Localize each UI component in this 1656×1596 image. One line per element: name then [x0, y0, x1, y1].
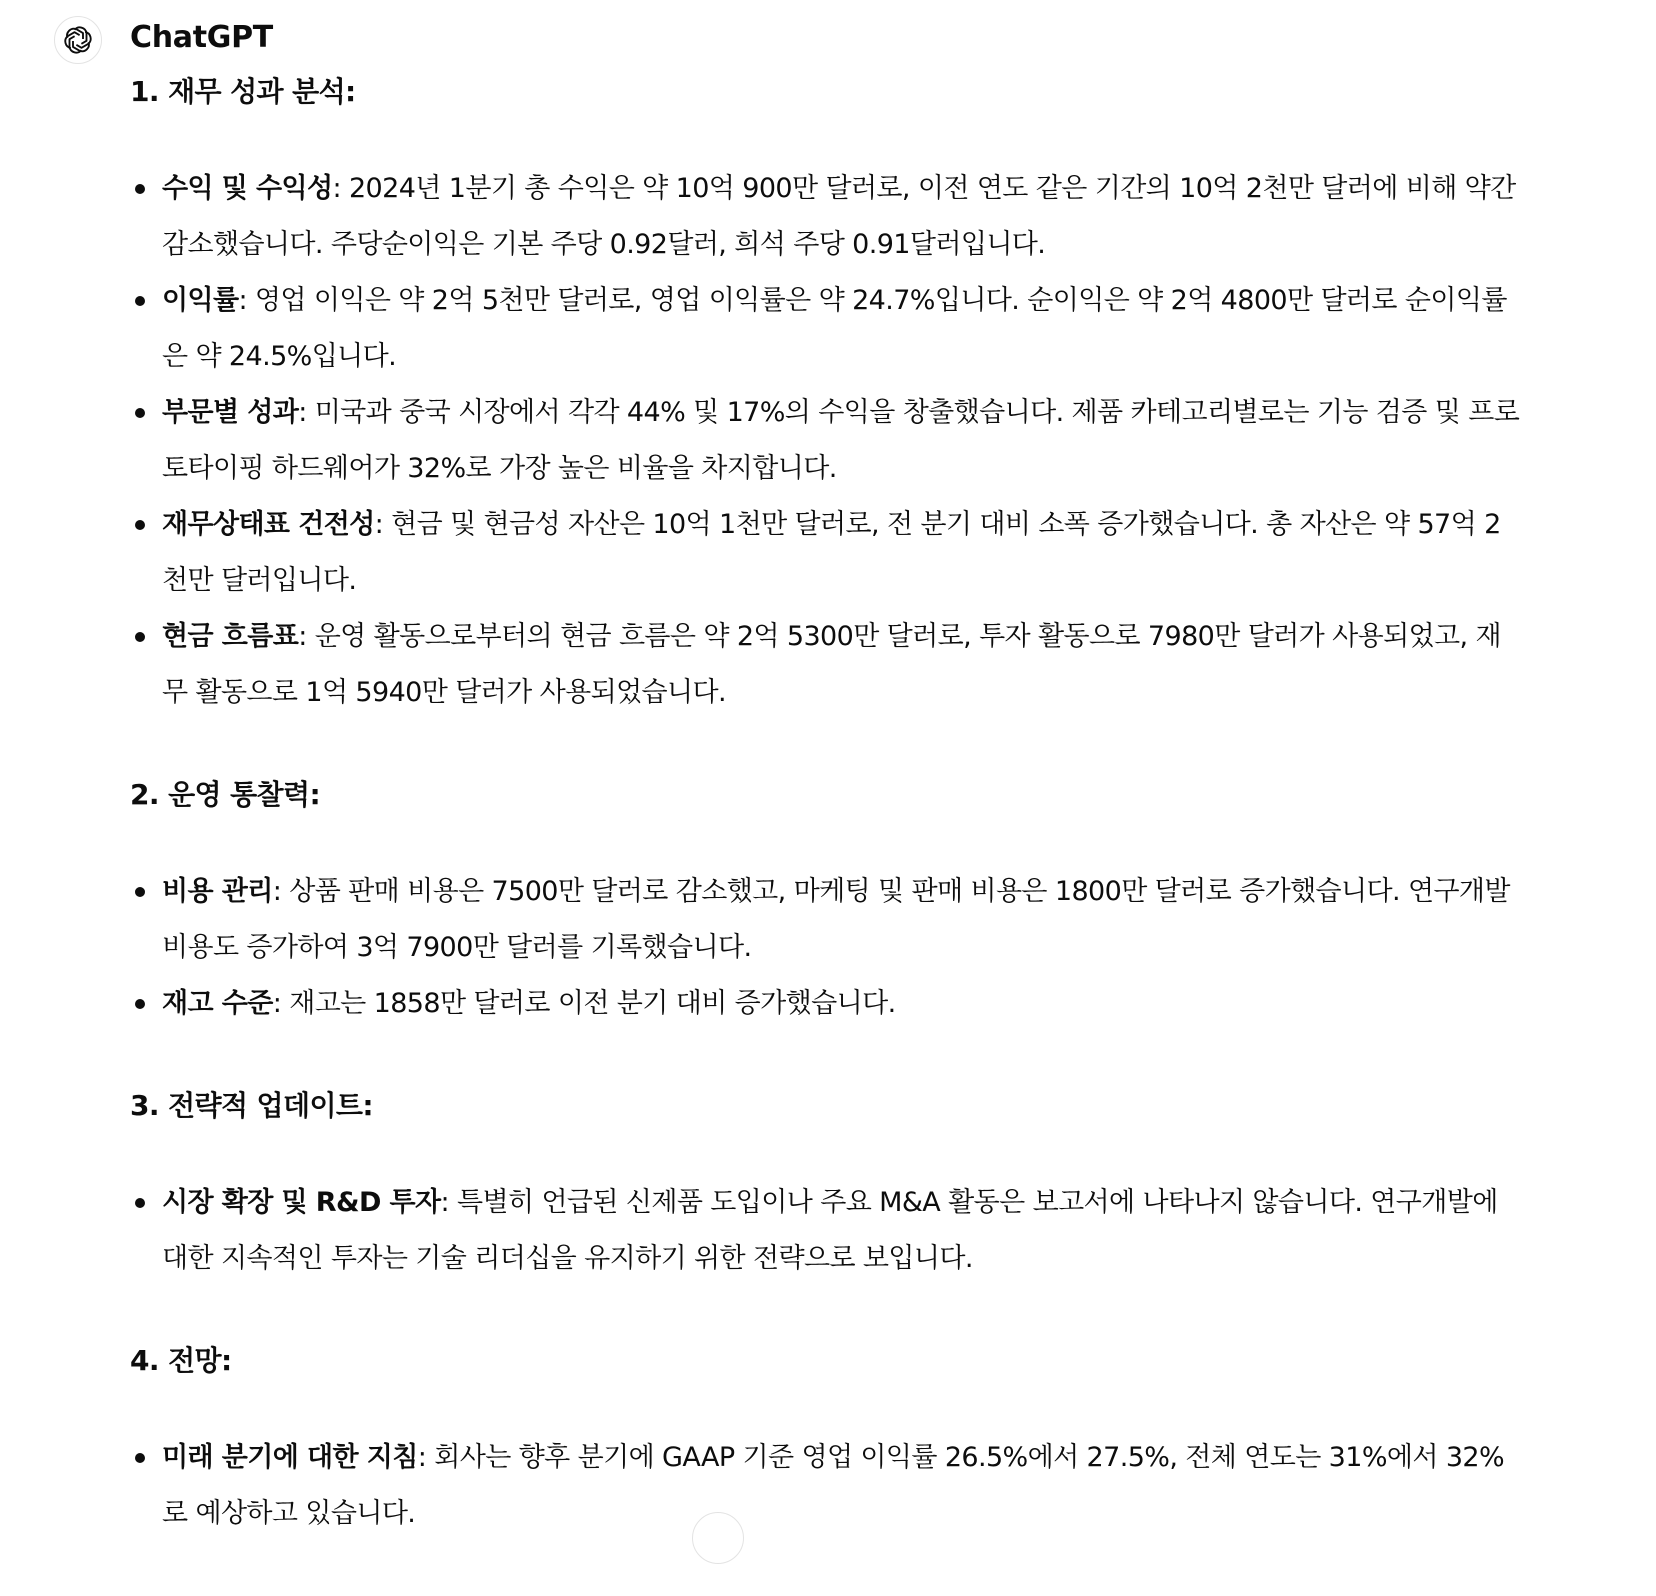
- section-strategic-updates: [130, 1086, 1520, 1287]
- bullet-list: [130, 1430, 1520, 1542]
- bullet-icon: [135, 184, 145, 194]
- bullet-icon: [135, 1453, 145, 1463]
- item-term: 비용 관리: [162, 876, 273, 907]
- list-item: [130, 497, 1520, 609]
- section-financial-performance: [130, 72, 1520, 721]
- item-term: 미래 분기에 대한 지침: [162, 1442, 418, 1473]
- item-text: : 미국과 중국 시장에서 각각 44% 및 17%의 수익을 창출했습니다. 제품 카테고리별로는 기능 검증 및 프로토타이핑 하드웨어가 32%로 가장 높은 비율을 차지합니다.: [162, 397, 1520, 484]
- section-title: 4. 전망:: [130, 1344, 232, 1377]
- item-term: 현금 흐름표: [162, 621, 299, 652]
- bullet-icon: [135, 408, 145, 418]
- bullet-icon: [135, 1198, 145, 1208]
- item-text: : 특별히 언급된 신제품 도입이나 주요 M&A 활동은 보고서에 나타나지 않습니다. 연구개발에 대한 지속적인 투자는 기술 리더십을 유지하기 위한 전략으로 보입니다.: [162, 1187, 1498, 1274]
- item-term: 시장 확장 및 R&D 투자: [162, 1187, 441, 1218]
- section-title: 2. 운영 통찰력:: [130, 778, 321, 811]
- section-outlook: [130, 1341, 1520, 1542]
- list-item: [130, 161, 1520, 273]
- list-item: [130, 976, 1520, 1032]
- item-text: : 현금 및 현금성 자산은 10억 1천만 달러로, 전 분기 대비 소폭 증가했습니다. 총 자산은 약 57억 2천만 달러입니다.: [162, 509, 1501, 596]
- message-content: [130, 70, 1520, 1596]
- item-term: 수익 및 수익성: [162, 173, 333, 204]
- bullet-list: [130, 864, 1520, 1032]
- list-item: [130, 609, 1520, 721]
- sender-name: ChatGPT: [130, 20, 273, 55]
- item-text: : 운영 활동으로부터의 현금 흐름은 약 2억 5300만 달러로, 투자 활동으로 7980만 달러가 사용되었고, 재무 활동으로 1억 5940만 달러가 사용되었습니다.: [162, 621, 1501, 708]
- list-item: [130, 1175, 1520, 1287]
- item-term: 재고 수준: [162, 988, 273, 1019]
- list-item: [130, 273, 1520, 385]
- item-text: : 재고는 1858만 달러로 이전 분기 대비 증가했습니다.: [272, 988, 896, 1019]
- item-term: 부문별 성과: [162, 397, 299, 428]
- item-term: 재무상태표 건전성: [162, 509, 375, 540]
- item-text: : 2024년 1분기 총 수익은 약 10억 900만 달러로, 이전 연도 같은 기간의 10억 2천만 달러에 비해 약간 감소했습니다. 주당순이익은 기본 주당 0.92달러, 희석 주당 0.91달러입니다.: [162, 173, 1516, 260]
- section-operational-insights: [130, 775, 1520, 1032]
- scroll-down-button[interactable]: [692, 1512, 744, 1564]
- section-title: 3. 전략적 업데이트:: [130, 1089, 373, 1122]
- bullet-icon: [135, 887, 145, 897]
- item-text: : 영업 이익은 약 2억 5천만 달러로, 영업 이익률은 약 24.7%입니다. 순이익은 약 2억 4800만 달러로 순이익률은 약 24.5%입니다.: [162, 285, 1507, 372]
- item-term: 이익률: [162, 285, 239, 316]
- list-item: [130, 1430, 1520, 1542]
- section-title: 1. 재무 성과 분석:: [130, 75, 356, 108]
- bullet-icon: [135, 632, 145, 642]
- list-item: [130, 385, 1520, 497]
- item-text: : 상품 판매 비용은 7500만 달러로 감소했고, 마케팅 및 판매 비용은 1800만 달러로 증가했습니다. 연구개발 비용도 증가하여 3억 7900만 달러를 기록했습니다.: [162, 876, 1510, 963]
- bullet-icon: [135, 999, 145, 1009]
- list-item: [130, 864, 1520, 976]
- assistant-avatar: [54, 16, 102, 64]
- bullet-icon: [135, 520, 145, 530]
- item-text: : 회사는 향후 분기에 GAAP 기준 영업 이익률 26.5%에서 27.5%, 전체 연도는 31%에서 32%로 예상하고 있습니다.: [162, 1442, 1505, 1529]
- bullet-icon: [135, 296, 145, 306]
- bullet-list: [130, 1175, 1520, 1287]
- openai-logo-icon: [61, 23, 95, 57]
- bullet-list: [130, 161, 1520, 721]
